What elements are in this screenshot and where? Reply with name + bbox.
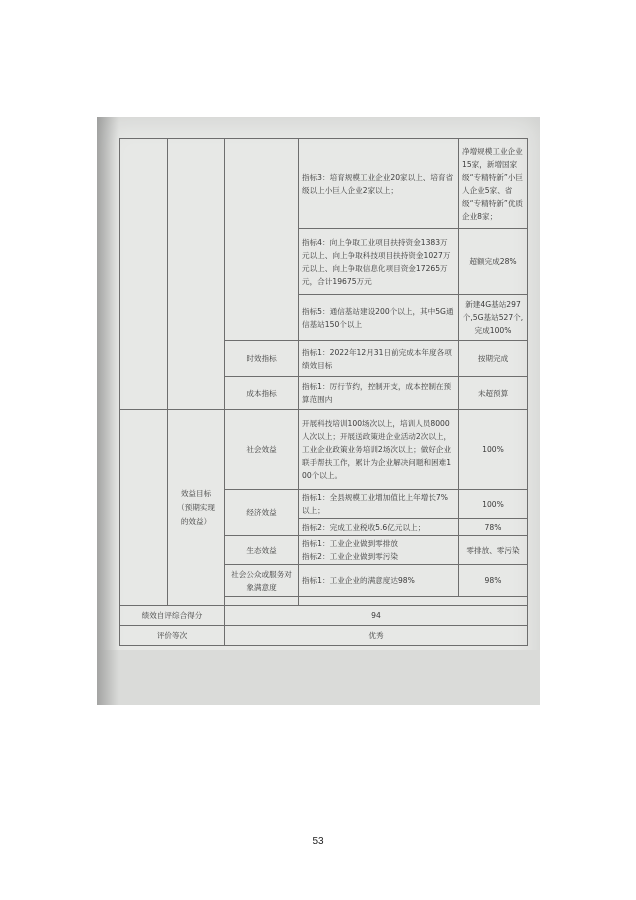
benefit-label: 效益目标（预期实现的效益）: [168, 410, 225, 606]
table-row: [120, 626, 528, 646]
table-row: [120, 606, 528, 626]
result-cell: 零排放、零污染: [459, 536, 528, 565]
sub-indicator-label: 经济效益: [225, 490, 299, 536]
indicator-cell: 指标1：2022年12月31日前完成本年度各项绩效目标: [299, 341, 459, 377]
blank-cell: [168, 139, 225, 410]
indicator-cell: 指标4：向上争取工业项目扶持资金1383万元以上、向上争取科技项目扶持资金1027万元以上、向上争取信息化项目资金17265万元，合计19675万元: [299, 229, 459, 295]
indicator-cell: 指标2：完成工业税收5.6亿元以上；: [299, 519, 459, 536]
blank-cell: [120, 139, 168, 410]
sub-indicator-label: 社会公众或服务对象满意度: [225, 565, 299, 597]
sub-indicator-label: 成本指标: [225, 377, 299, 410]
result-cell: 净增规模工业企业15家，新增国家级“专精特新”小巨人企业5家、省级“专精特新”优质企业8家；: [459, 139, 528, 229]
page-number: 53: [312, 836, 324, 847]
indicator-cell: 指标1：工业企业的满意度达98%: [299, 565, 459, 597]
table-row: [120, 410, 528, 490]
result-cell: 新建4G基站297个,5G基站527个,完成100%: [459, 295, 528, 341]
blank-cell: [299, 597, 528, 606]
score-value: 94: [225, 606, 528, 626]
sub-indicator-label: 时效指标: [225, 341, 299, 377]
performance-table: [119, 138, 528, 646]
result-cell: 超额完成28%: [459, 229, 528, 295]
score-label: 绩效自评综合得分: [120, 606, 225, 626]
indicator-cell: 指标1：厉行节约，控制开支，成本控制在预算范围内: [299, 377, 459, 410]
result-cell: 100%: [459, 490, 528, 519]
indicator-cell: 指标5：通信基站建设200个以上，其中5G通信基站150个以上: [299, 295, 459, 341]
result-cell: 按期完成: [459, 341, 528, 377]
table-row: [120, 139, 528, 229]
result-cell: 100%: [459, 410, 528, 490]
indicator-line: 指标2：工业企业做到零污染: [302, 552, 398, 561]
blank-cell: [120, 410, 168, 606]
indicator-cell: 开展科技培训100场次以上，培训人员8000人次以上；开展送政策进企业活动2次以上，工业企业政策业务培训2场次以上；做好企业联手帮扶工作，累计为企业解决问题和困难100个以上。: [299, 410, 459, 490]
grade-value: 优秀: [225, 626, 528, 646]
result-cell: 未超预算: [459, 377, 528, 410]
photo-background: [97, 650, 540, 705]
blank-cell: [225, 597, 299, 606]
indicator-cell: 指标3：培育规模工业企业20家以上、培育省级以上小巨人企业2家以上；: [299, 139, 459, 229]
result-cell: 98%: [459, 565, 528, 597]
indicator-cell: 指标1：全县规模工业增加值比上年增长7%以上；: [299, 490, 459, 519]
blank-cell: [225, 139, 299, 341]
indicator-line: 指标1：工业企业做到零排放: [302, 539, 398, 548]
result-cell: 78%: [459, 519, 528, 536]
sub-indicator-label: 社会效益: [225, 410, 299, 490]
grade-label: 评价等次: [120, 626, 225, 646]
sub-indicator-label: 生态效益: [225, 536, 299, 565]
page-shadow: [97, 117, 119, 705]
indicator-cell: [299, 536, 459, 565]
